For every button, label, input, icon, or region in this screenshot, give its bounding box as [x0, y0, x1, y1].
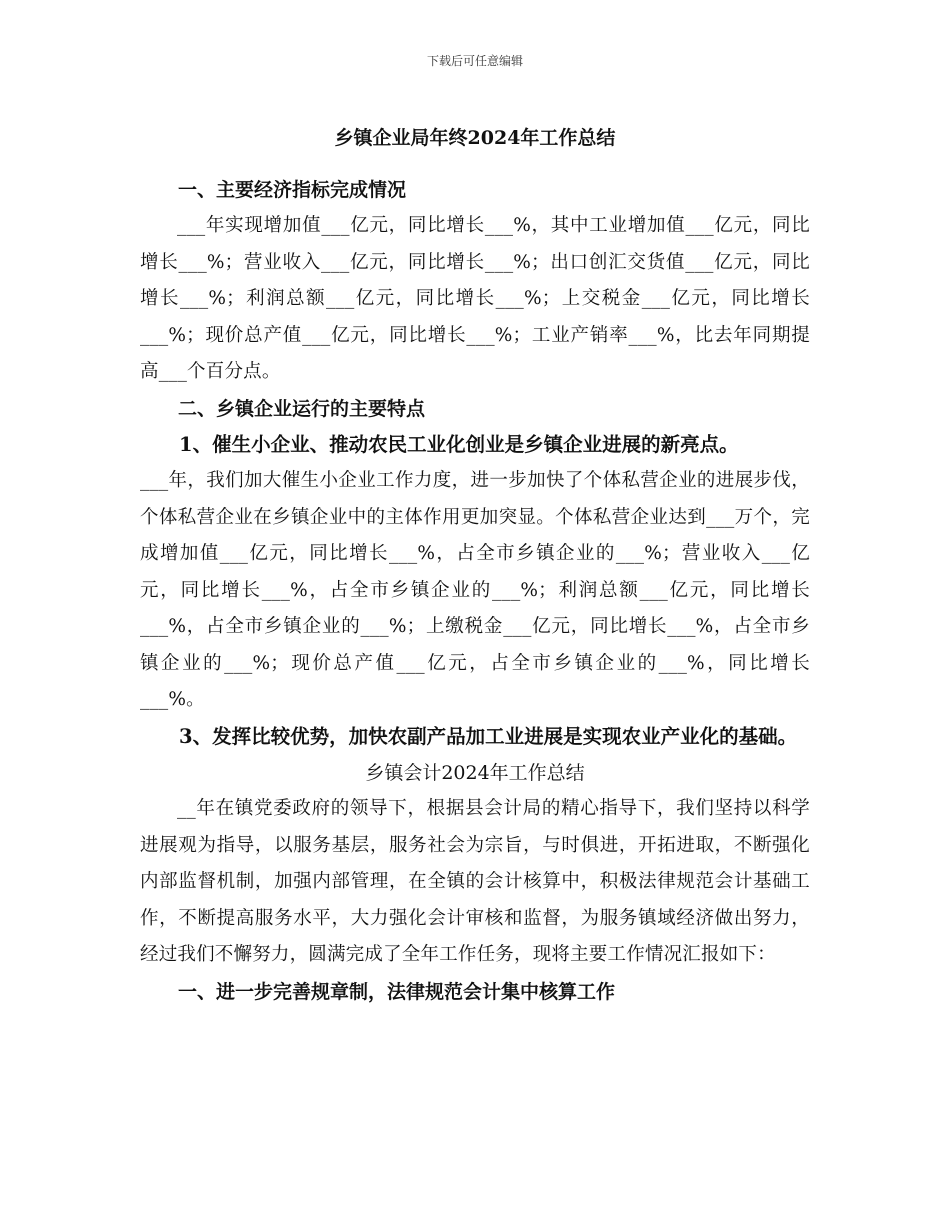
point-heading-agri-processing: 3、发挥比较优势，加快农副产品加工业进展是实现农业产业化的基础。 — [179, 724, 798, 748]
second-document-title: 乡镇会计2024年工作总结 — [365, 762, 585, 784]
paragraph-indicators: ___年实现增加值___亿元，同比增长___%，其中工业增加值___亿元，同比增长___%；营业收入___亿元，同比增长___%；出口创汇交货值___亿元，同比增长___%；利润总额___亿元，同比增长___%；上交税金___亿元，同比增长___%；现价总产值___亿元，同比增长___%；工业产销率___%，比去年同期提高___个百分点。 — [140, 215, 810, 382]
section-heading-regulations: 一、进一步完善规章制，法律规范会计集中核算工作 — [178, 980, 616, 1003]
section-heading-indicators: 一、主要经济指标完成情况 — [178, 179, 407, 201]
document-body — [140, 120, 810, 1010]
point-heading-small-enterprises: 1、催生小企业、推动农民工业化创业是乡镇企业进展的新亮点。 — [179, 432, 739, 456]
document-title: 乡镇企业局年终2024年工作总结 — [334, 127, 616, 149]
section-heading-features: 二、乡镇企业运行的主要特点 — [178, 397, 426, 420]
paragraph-accounting-intro: __年在镇党委政府的领导下，根据县会计局的精心指导下，我们坚持以科学进展观为指导，以服务基层，服务社会为宗旨，与时俱进，开拓进取，不断强化内部监督机制，加强内部管理，在全镇的会计核算中，积极法律规范会计基础工作，不断提高服务水平，大力强化会计审核和监督，为服务镇域经济做出努力，经过我们不懈努力，圆满完成了全年工作任务，现将主要工作情况汇报如下： — [140, 798, 810, 965]
page-header: 下载后可任意编辑 — [426, 54, 523, 68]
paragraph-small-enterprises: ___年，我们加大催生小企业工作力度，进一步加快了个体私营企业的进展步伐，个体私营企业在乡镇企业中的主体作用更加突显。个体私营企业达到___万个，完成增加值___亿元，同比增长___%，占全市乡镇企业的___%；营业收入___亿元，同比增长___%，占全市乡镇企业的___%；利润总额___亿元，同比增长___%，占全市乡镇企业的___%；上缴税金___亿元，同比增长___%，占全市乡镇企业的___%；现价总产值___亿元，占全市乡镇企业的___%，同比增长___%。 — [140, 470, 810, 710]
